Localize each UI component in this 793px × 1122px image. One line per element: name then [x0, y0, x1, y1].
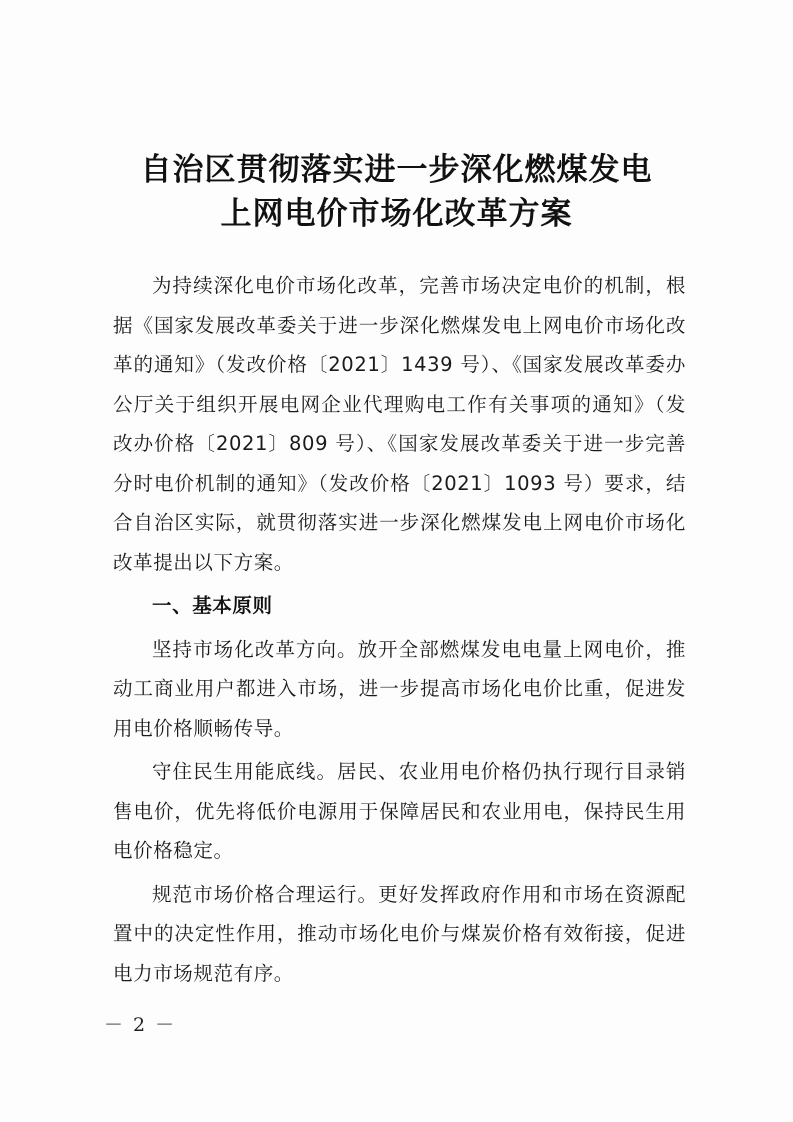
title-line-2: 上网电价市场化改革方案	[220, 196, 573, 232]
section-heading: 一、基本原则	[152, 594, 273, 617]
principle-lead-3: 规范市场价格合理运行。	[152, 882, 379, 906]
principle-paragraph-2	[113, 752, 686, 871]
principle-text-3: 更好发挥政府作用和市场在资源配置中的决定性作用，推动市场化电价与煤炭价格有效衔接，促进电力市场规范有序。	[113, 882, 686, 985]
principle-lead-1: 坚持市场化改革方向。	[152, 637, 358, 661]
principle-text-2: 居民、农业用电价格仍执行现行目录销售电价，优先将低价电源用于保障居民和农业用电，保持民生用电价格稳定。	[113, 760, 687, 862]
document-title	[0, 148, 793, 236]
principle-paragraph-3	[113, 875, 686, 994]
title-line-1: 自治区贯彻落实进一步深化燃煤发电	[140, 152, 653, 188]
principle-text-1: 放开全部燃煤发电电量上网电价，推动工商业用户都进入市场，进一步提高市场化电价比重，促进发用电价格顺畅传导。	[113, 637, 686, 740]
page-number: － 2 －	[104, 1014, 177, 1036]
principle-lead-2: 守住民生用能底线。	[152, 760, 338, 783]
principle-paragraph-1	[113, 630, 686, 749]
document-body	[113, 266, 686, 993]
intro-paragraph: 为持续深化电价市场化改革，完善市场决定电价的机制，根据《国家发展改革委关于进一步深化燃煤发电上网电价市场化改革的通知》（发改价格〔2021〕1439 号）、《国家发展改革委办公厅关于组织开展电网企业代理购电工作有关事项的通知》（发改办价格〔2021〕809 号）、《国家发展改革委关于进一步完善分时电价机制的通知》（发改价格〔2021〕1093 号）要求，结合自治区实际，就贯彻落实进一步深化燃煤发电上网电价市场化改革提出以下方案。	[113, 274, 686, 574]
